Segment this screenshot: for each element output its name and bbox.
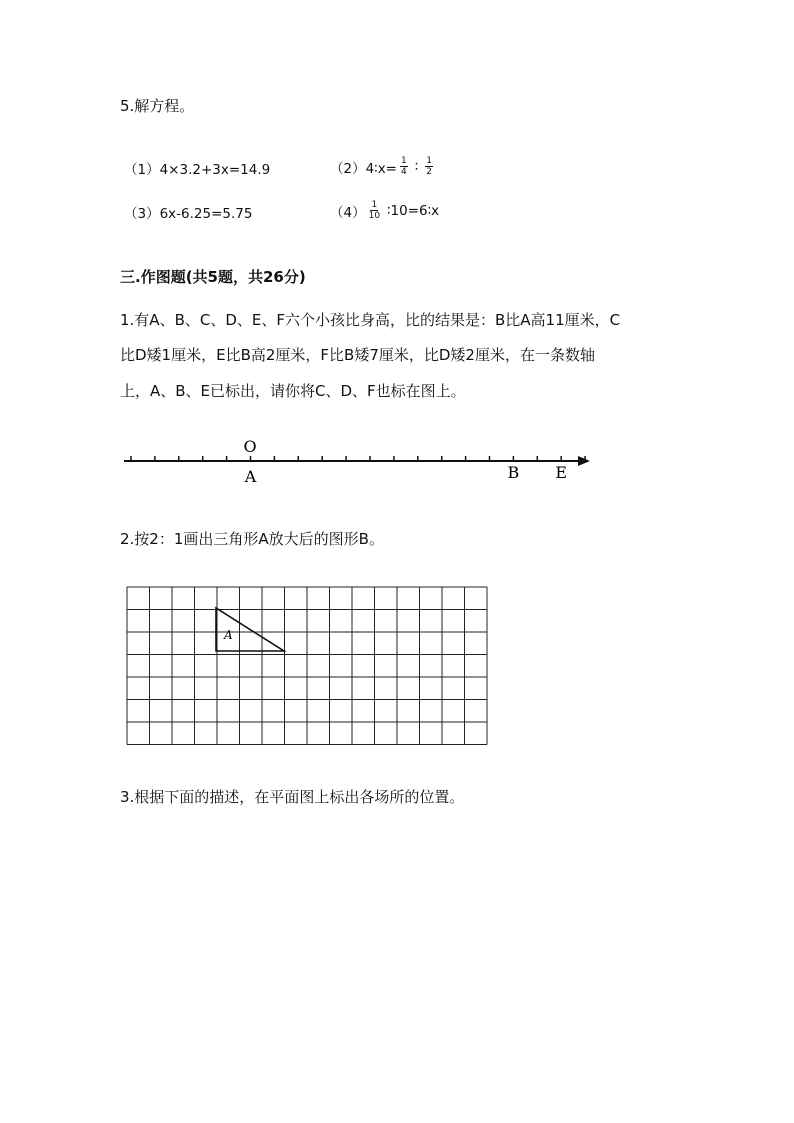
problem1-line3: 上，A、B、E已标出，请你将C、D、F也标在图上。 xyxy=(120,382,466,400)
point-label-b: B xyxy=(507,463,520,482)
equation-4-suffix: ∶10=6∶x xyxy=(387,202,440,219)
question5-title: 5.解方程。 xyxy=(120,97,195,115)
equation-2-prefix: （2）4∶x= xyxy=(330,160,397,177)
number-line-arrow-icon xyxy=(578,456,590,466)
grid-lines xyxy=(127,587,487,745)
fraction-denominator: 10 xyxy=(368,211,381,221)
section3-title: 三.作图题(共5题，共26分) xyxy=(120,268,306,286)
number-line-point-labels xyxy=(244,463,567,486)
fraction-numerator: 1 xyxy=(426,156,432,166)
fraction-numerator: 1 xyxy=(401,156,407,166)
ratio-colon: ∶ xyxy=(414,158,419,175)
fraction-denominator: 2 xyxy=(426,167,432,177)
fraction-denominator: 4 xyxy=(401,167,407,177)
point-label-a: A xyxy=(244,467,257,486)
problem3-text: 3.根据下面的描述，在平面图上标出各场所的位置。 xyxy=(120,788,465,806)
triangle-label: A xyxy=(224,628,233,642)
grid-figure xyxy=(127,587,487,745)
point-label-e: E xyxy=(555,463,568,482)
equation-3: （3）6x-6.25=5.75 xyxy=(124,206,253,222)
equation-4-prefix: （4） xyxy=(330,204,366,221)
origin-label: O xyxy=(243,437,257,456)
equation-1: （1）4×3.2+3x=14.9 xyxy=(124,162,271,178)
fraction-numerator: 1 xyxy=(371,200,378,210)
problem1-line1: 1.有A、B、C、D、E、F六个小孩比身高，比的结果是：B比A高11厘米，C xyxy=(120,311,621,329)
problem2-text: 2.按2：1画出三角形A放大后的图形B。 xyxy=(120,530,384,548)
problem1-line2: 比D矮1厘米，E比B高2厘米，F比B矮7厘米，比D矮2厘米，在一条数轴 xyxy=(120,346,595,364)
number-line xyxy=(124,437,590,486)
